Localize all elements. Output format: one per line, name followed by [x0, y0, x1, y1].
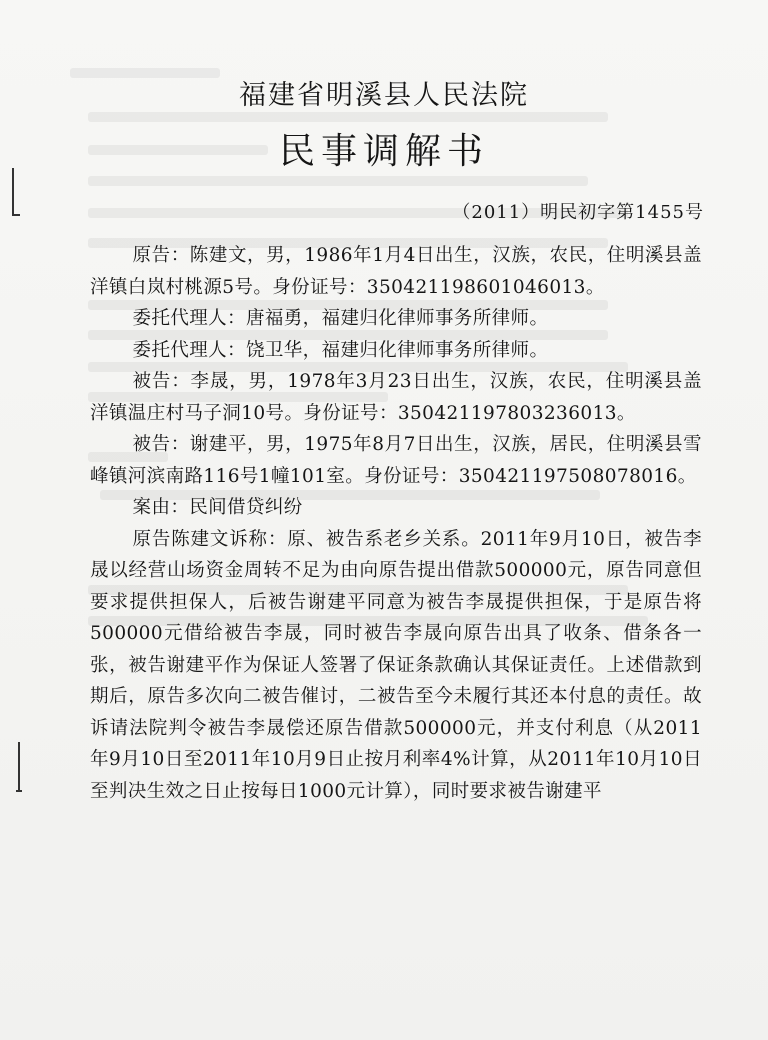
document-title: 民事调解书	[278, 131, 489, 172]
party-agent-1: 委托代理人：唐福勇，福建归化律师事务所律师。	[132, 308, 549, 329]
binding-mark	[16, 790, 22, 792]
document-body	[90, 240, 702, 807]
case-number: （2011）明民初字第1455号	[452, 202, 704, 223]
court-name: 福建省明溪县人民法院	[239, 80, 529, 111]
party-plaintiff: 原告：陈建文，男，1986年1月4日出生，汉族，农民，住明溪县盖洋镇白岚村桃源5号。身份证号：350421198601046013。	[90, 245, 702, 298]
bleed-through-line	[88, 176, 588, 186]
binding-mark	[18, 742, 20, 792]
binding-mark	[12, 168, 14, 216]
bleed-through-line	[70, 68, 220, 78]
binding-mark	[14, 214, 20, 216]
case-cause: 案由：民间借贷纠纷	[132, 497, 303, 518]
plaintiff-claim: 原告陈建文诉称：原、被告系老乡关系。2011年9月10日，被告李晟以经营山场资金周转不足为由向原告提出借款500000元，原告同意但要求提供担保人，后被告谢建平同意为被告李晟提供担保，于是原告将500000元借给被告李晟，同时被告李晟向原告出具了收条、借条各一张，被告谢建平作为保证人签署了保证条款确认其保证责任。上述借款到期后，原告多次向二被告催讨，二被告至今未履行其还本付息的责任。故诉请法院判令被告李晟偿还原告借款500000元，并支付利息（从2011年9月10日至2011年10月9日止按月利率4%计算，从2011年10月10日至判决生效之日止按每日1000元计算），同时要求被告谢建平	[90, 528, 702, 802]
party-defendant-2: 被告：谢建平，男，1975年8月7日出生，汉族，居民，住明溪县雪峰镇河滨南路116号1幢101室。身份证号：350421197508078016。	[90, 434, 702, 487]
party-defendant-1: 被告：李晟，男，1978年3月23日出生，汉族，农民，住明溪县盖洋镇温庄村马子洞10号。身份证号：350421197803236013。	[90, 371, 702, 424]
party-agent-2: 委托代理人：饶卫华，福建归化律师事务所律师。	[132, 339, 549, 361]
